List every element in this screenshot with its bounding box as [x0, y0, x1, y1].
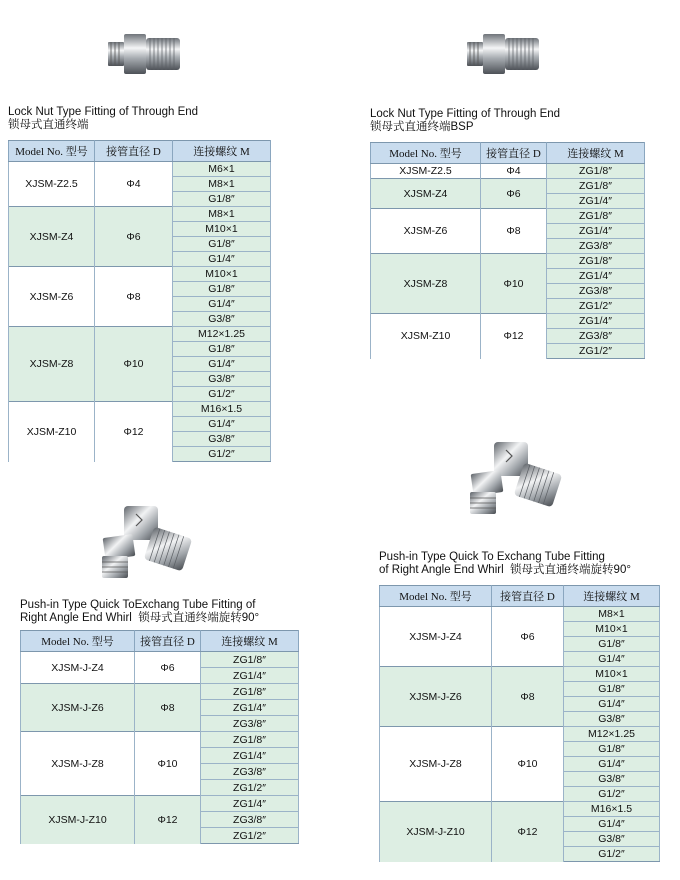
header-model: Model No. 型号 — [371, 143, 481, 164]
table-row — [21, 652, 299, 668]
thread-cell: ZG1/2″ — [547, 344, 645, 359]
thread-cell: G1/8″ — [564, 682, 660, 697]
header-model: Model No. 型号 — [9, 141, 95, 162]
thread-cell: ZG1/4″ — [547, 314, 645, 329]
table-row — [380, 727, 660, 742]
table-row — [371, 164, 645, 179]
thread-cell: G3/8″ — [564, 772, 660, 787]
table-row — [21, 796, 299, 812]
thread-cell: ZG1/2″ — [201, 828, 299, 844]
diameter-cell: Φ12 — [492, 802, 564, 862]
thread-cell: G1/4″ — [564, 817, 660, 832]
thread-cell: M12×1.25 — [173, 327, 271, 342]
section-title-cn: 锁母式直通终端旋转90° — [510, 564, 631, 576]
thread-cell: G1/4″ — [564, 652, 660, 667]
header-thread: 连接螺纹 M — [547, 143, 645, 164]
thread-cell: G3/8″ — [173, 432, 271, 447]
thread-cell: G1/2″ — [173, 387, 271, 402]
model-cell: XJSM-Z2.5 — [9, 162, 95, 207]
thread-cell: G1/4″ — [173, 417, 271, 432]
straight-fitting-photo — [106, 28, 186, 80]
thread-cell: G3/8″ — [564, 832, 660, 847]
thread-cell: G1/4″ — [173, 297, 271, 312]
spec-table — [8, 140, 271, 462]
section-title-line2 — [379, 564, 660, 577]
model-cell: XJSM-J-Z8 — [21, 732, 135, 796]
thread-cell: ZG1/2″ — [547, 299, 645, 314]
section-right-angle — [379, 551, 660, 862]
thread-cell: ZG1/4″ — [547, 194, 645, 209]
model-cell: XJSM-Z4 — [371, 179, 481, 209]
diameter-cell: Φ6 — [135, 652, 201, 684]
diameter-cell: Φ10 — [481, 254, 547, 314]
header-thread: 连接螺纹 M — [201, 631, 299, 652]
thread-cell: ZG1/4″ — [201, 668, 299, 684]
section-through-end-bsp — [370, 108, 645, 359]
table-row — [9, 402, 271, 417]
thread-cell: M16×1.5 — [173, 402, 271, 417]
thread-cell: G3/8″ — [564, 712, 660, 727]
table-row — [21, 732, 299, 748]
table-row — [21, 684, 299, 700]
thread-cell: ZG3/8″ — [547, 329, 645, 344]
thread-cell: ZG1/4″ — [547, 269, 645, 284]
diameter-cell: Φ10 — [95, 327, 173, 402]
thread-cell: G1/2″ — [564, 787, 660, 802]
model-cell: XJSM-J-Z4 — [380, 607, 492, 667]
diameter-cell: Φ8 — [95, 267, 173, 327]
spec-table — [379, 585, 660, 862]
section-title-en: Push-in Type Quick ToExchang Tube Fitting of — [20, 599, 256, 611]
model-cell: XJSM-Z8 — [371, 254, 481, 314]
header-diameter: 接管直径 D — [492, 586, 564, 607]
thread-cell: G1/2″ — [564, 847, 660, 862]
thread-cell: ZG1/4″ — [201, 748, 299, 764]
thread-cell: G1/8″ — [173, 342, 271, 357]
model-cell: XJSM-Z8 — [9, 327, 95, 402]
thread-cell: G1/8″ — [564, 637, 660, 652]
section-title-en: Lock Nut Type Fitting of Through End — [370, 108, 561, 120]
thread-cell: G1/4″ — [173, 357, 271, 372]
thread-cell: ZG1/8″ — [547, 254, 645, 269]
diameter-cell: Φ4 — [95, 162, 173, 207]
diameter-cell: Φ12 — [95, 402, 173, 462]
thread-cell: ZG1/4″ — [201, 796, 299, 812]
thread-cell: ZG3/8″ — [201, 812, 299, 828]
spec-table — [370, 142, 645, 359]
diameter-cell: Φ6 — [95, 207, 173, 267]
diameter-cell: Φ4 — [481, 164, 547, 179]
thread-cell: M10×1 — [173, 222, 271, 237]
table-row — [371, 179, 645, 194]
header-diameter: 接管直径 D — [95, 141, 173, 162]
model-cell: XJSM-J-Z4 — [21, 652, 135, 684]
model-cell: XJSM-Z4 — [9, 207, 95, 267]
thread-cell: M8×1 — [173, 207, 271, 222]
header-diameter: 接管直径 D — [135, 631, 201, 652]
table-row — [9, 207, 271, 222]
thread-cell: M10×1 — [173, 267, 271, 282]
table-row — [9, 162, 271, 177]
section-through-end — [8, 106, 271, 462]
thread-cell: ZG1/8″ — [201, 652, 299, 668]
diameter-cell: Φ12 — [135, 796, 201, 844]
thread-cell: ZG1/4″ — [547, 224, 645, 239]
straight-fitting-bsp-photo — [465, 28, 545, 80]
table-row — [371, 209, 645, 224]
thread-cell: ZG3/8″ — [547, 284, 645, 299]
diameter-cell: Φ8 — [135, 684, 201, 732]
thread-cell: ZG1/8″ — [201, 732, 299, 748]
header-thread: 连接螺纹 M — [564, 586, 660, 607]
section-right-angle-bsp — [20, 599, 299, 844]
section-title-en: Lock Nut Type Fitting of Through End — [8, 106, 199, 118]
section-title-en: Push-in Type Quick To Exchang Tube Fitting — [379, 551, 605, 563]
thread-cell: G1/8″ — [173, 282, 271, 297]
model-cell: XJSM-Z6 — [9, 267, 95, 327]
diameter-cell: Φ8 — [492, 667, 564, 727]
table-row — [371, 254, 645, 269]
thread-cell: ZG1/8″ — [201, 684, 299, 700]
thread-cell: ZG3/8″ — [547, 239, 645, 254]
elbow-fitting-bsp-photo — [464, 438, 564, 520]
model-cell: XJSM-Z2.5 — [371, 164, 481, 179]
header-model: Model No. 型号 — [380, 586, 492, 607]
thread-cell: ZG1/8″ — [547, 164, 645, 179]
section-title-line2 — [20, 612, 299, 625]
thread-cell: G1/8″ — [173, 237, 271, 252]
thread-cell: M10×1 — [564, 667, 660, 682]
diameter-cell: Φ10 — [492, 727, 564, 802]
elbow-fitting-photo — [96, 502, 196, 584]
model-cell: XJSM-J-Z6 — [380, 667, 492, 727]
thread-cell: G1/8″ — [173, 192, 271, 207]
thread-cell: M6×1 — [173, 162, 271, 177]
thread-cell: ZG3/8″ — [201, 716, 299, 732]
section-title-en2: Right Angle End Whirl — [20, 612, 132, 624]
table-row — [380, 667, 660, 682]
model-cell: XJSM-Z6 — [371, 209, 481, 254]
thread-cell: G3/8″ — [173, 312, 271, 327]
thread-cell: ZG1/8″ — [547, 209, 645, 224]
header-diameter: 接管直径 D — [481, 143, 547, 164]
thread-cell: M10×1 — [564, 622, 660, 637]
thread-cell: G1/2″ — [173, 447, 271, 462]
thread-cell: ZG3/8″ — [201, 764, 299, 780]
diameter-cell: Φ6 — [492, 607, 564, 667]
section-title-cn: 锁母式直通终端BSP — [370, 121, 474, 133]
thread-cell: ZG1/8″ — [547, 179, 645, 194]
thread-cell: ZG1/2″ — [201, 780, 299, 796]
thread-cell: ZG1/4″ — [201, 700, 299, 716]
model-cell: XJSM-Z10 — [9, 402, 95, 462]
table-row — [371, 314, 645, 329]
model-cell: XJSM-J-Z10 — [380, 802, 492, 862]
diameter-cell: Φ8 — [481, 209, 547, 254]
model-cell: XJSM-J-Z8 — [380, 727, 492, 802]
thread-cell: G1/4″ — [564, 697, 660, 712]
diameter-cell: Φ10 — [135, 732, 201, 796]
thread-cell: M8×1 — [564, 607, 660, 622]
thread-cell: G1/8″ — [564, 742, 660, 757]
thread-cell: M16×1.5 — [564, 802, 660, 817]
spec-table — [20, 630, 299, 844]
model-cell: XJSM-J-Z6 — [21, 684, 135, 732]
section-title-cn: 锁母式直通终端 — [8, 119, 89, 131]
section-title-en2: of Right Angle End Whirl — [379, 564, 504, 576]
section-title-cn: 锁母式直通终端旋转90° — [138, 612, 260, 624]
diameter-cell: Φ6 — [481, 179, 547, 209]
table-row — [380, 802, 660, 817]
diameter-cell: Φ12 — [481, 314, 547, 359]
header-model: Model No. 型号 — [21, 631, 135, 652]
thread-cell: M8×1 — [173, 177, 271, 192]
header-thread: 连接螺纹 M — [173, 141, 271, 162]
model-cell: XJSM-J-Z10 — [21, 796, 135, 844]
thread-cell: G3/8″ — [173, 372, 271, 387]
table-row — [9, 267, 271, 282]
table-row — [380, 607, 660, 622]
model-cell: XJSM-Z10 — [371, 314, 481, 359]
table-row — [9, 327, 271, 342]
thread-cell: M12×1.25 — [564, 727, 660, 742]
thread-cell: G1/4″ — [173, 252, 271, 267]
thread-cell: G1/4″ — [564, 757, 660, 772]
